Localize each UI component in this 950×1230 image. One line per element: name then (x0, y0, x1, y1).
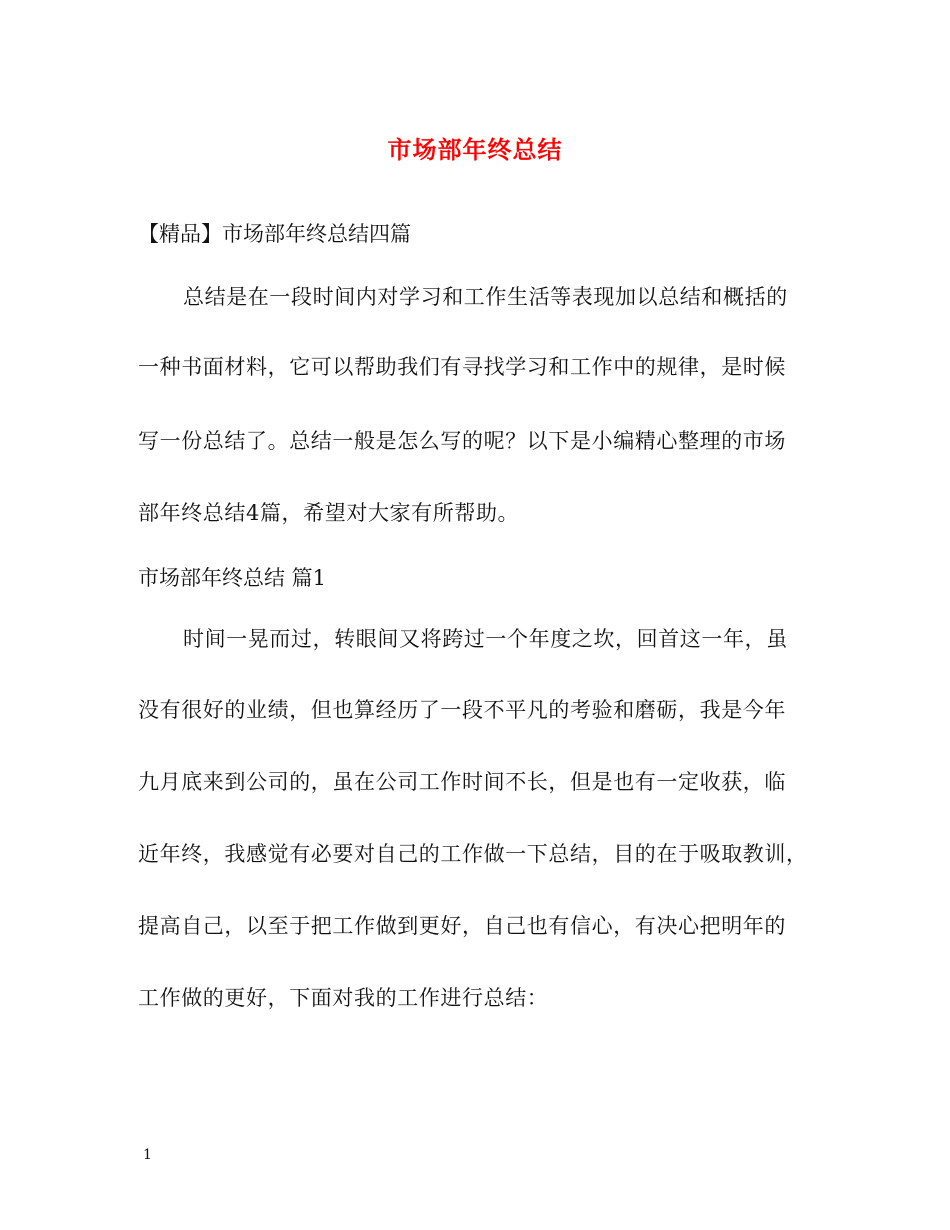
body-line: 九月底来到公司的，虽在公司工作时间不长，但是也有一定收获，临 (138, 770, 786, 794)
section-heading: 市场部年终总结 篇1 (138, 566, 327, 590)
body-line: 近年终，我感觉有必要对自己的工作做一下总结，目的在于吸取教训， (138, 842, 808, 866)
document-title: 市场部年终总结 (387, 135, 563, 164)
body-line: 没有很好的业绩，但也算经历了一段不平凡的考验和磨砺，我是今年 (138, 698, 786, 722)
intro-line: 部年终总结4篇，希望对大家有所帮助。 (138, 501, 520, 525)
page-number: 1 (143, 1147, 152, 1163)
intro-line: 写一份总结了。总结一般是怎么写的呢？以下是小编精心整理的市场 (138, 429, 786, 453)
intro-line: 一种书面材料，它可以帮助我们有寻找学习和工作中的规律，是时候 (138, 355, 786, 379)
document-subtitle: 【精品】市场部年终总结四篇 (138, 222, 411, 246)
body-line: 时间一晃而过，转眼间又将跨过一个年度之坎，回首这一年，虽 (183, 627, 788, 651)
body-line: 提高自己，以至于把工作做到更好，自己也有信心，有决心把明年的 (138, 914, 786, 938)
body-line: 工作做的更好，下面对我的工作进行总结： (138, 986, 549, 1010)
intro-line: 总结是在一段时间内对学习和工作生活等表现加以总结和概括的 (183, 285, 788, 309)
